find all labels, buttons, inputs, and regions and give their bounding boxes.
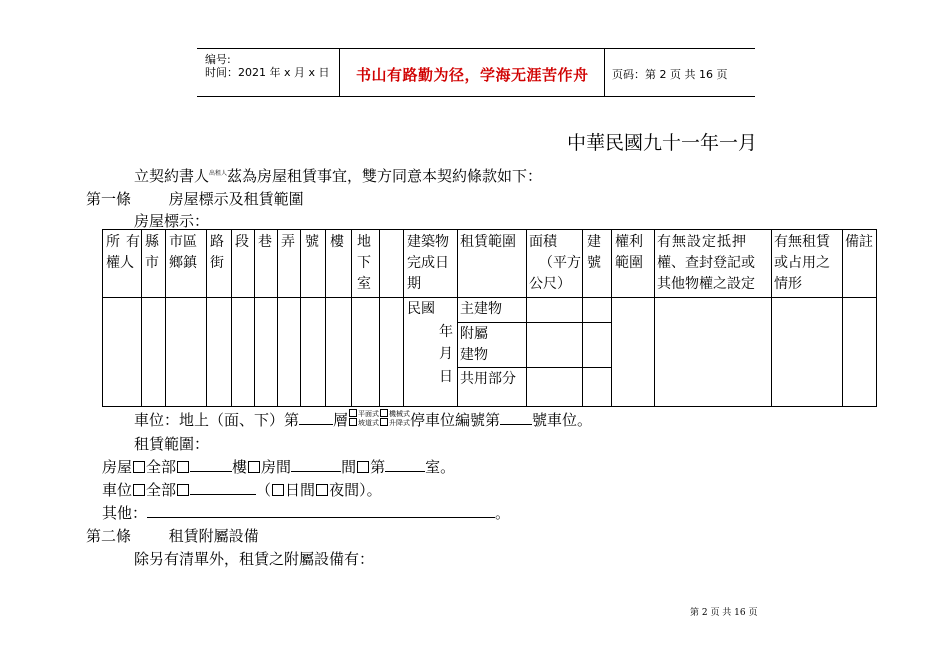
intro-small-note: 出租人 bbox=[209, 170, 228, 177]
th-county: 縣 市 bbox=[145, 234, 159, 271]
header-bottom-rule bbox=[197, 96, 755, 97]
header-motto: 书山有路勤为径，学海无涯苦作舟 bbox=[356, 66, 589, 84]
date-era: 民國 bbox=[407, 301, 435, 317]
date-day: 日 bbox=[439, 369, 453, 385]
th-mortgage: 有無設定抵押 權、查封登記或 其他物權之設定 bbox=[657, 234, 755, 292]
th-lease-scope: 租賃範圍 bbox=[460, 234, 516, 250]
car-day-checkbox[interactable] bbox=[272, 484, 284, 496]
th-occupancy: 有無租賃 或占用之 情形 bbox=[774, 234, 830, 292]
th-building-no: 建 號 bbox=[587, 234, 601, 271]
intro-line bbox=[134, 165, 542, 186]
th-floor: 樓 bbox=[330, 234, 344, 250]
scope-shared: 共用部分 bbox=[460, 371, 516, 387]
scope-main-building: 主建物 bbox=[460, 301, 502, 317]
equipment-line: 除另有清單外，租賃之附屬設備有： bbox=[134, 550, 375, 568]
house-unit-blank[interactable] bbox=[385, 457, 425, 472]
parking-line: 車位：地上（面、下）第 層 平面式 機械式 坡道式 升降式停車位編號第 號車位。 bbox=[134, 410, 593, 429]
car-scope-line: 車位 全部 （ 日間 夜間）。 bbox=[102, 481, 382, 499]
table-header-rule bbox=[103, 297, 876, 298]
page-label: 页码：第 2 页 共 16 页 bbox=[612, 68, 728, 81]
th-completion-date: 建築物 完成日 期 bbox=[407, 234, 449, 292]
car-partial-blank[interactable] bbox=[190, 480, 256, 495]
parking-type-options: 平面式 機械式 坡道式 升降式 bbox=[348, 409, 410, 427]
house-floor-blank[interactable] bbox=[190, 457, 232, 472]
date-month: 月 bbox=[439, 346, 453, 362]
article2-heading bbox=[86, 525, 259, 546]
scope-annex-1: 附屬 bbox=[460, 326, 488, 342]
parking-opt3-checkbox[interactable] bbox=[349, 418, 357, 426]
house-room-checkbox[interactable] bbox=[248, 461, 260, 473]
house-mark-label: 房屋標示： bbox=[134, 212, 210, 230]
other-line: 其他： 。 bbox=[102, 504, 511, 522]
car-partial-checkbox[interactable] bbox=[177, 484, 189, 496]
th-district: 市區 鄉鎮 bbox=[169, 234, 197, 271]
parking-floor-blank[interactable] bbox=[299, 410, 333, 425]
car-night-checkbox[interactable] bbox=[316, 484, 328, 496]
other-blank[interactable] bbox=[147, 503, 495, 518]
th-basement: 地 下 室 bbox=[357, 234, 371, 292]
lease-scope-label: 租賃範圍： bbox=[134, 435, 210, 453]
intro-rest: 茲為房屋租賃事宜，雙方同意本契約條款如下： bbox=[227, 167, 543, 185]
th-lane: 巷 bbox=[258, 234, 272, 250]
date-year: 年 bbox=[439, 324, 453, 340]
house-unit-checkbox[interactable] bbox=[357, 461, 369, 473]
th-number: 號 bbox=[305, 234, 319, 250]
th-rights-scope: 權利 範圍 bbox=[615, 234, 643, 271]
parking-opt1-checkbox[interactable] bbox=[349, 409, 357, 417]
header-divider-left bbox=[339, 48, 340, 96]
article2-label: 第二條 bbox=[86, 527, 132, 545]
page-footer: 第 2 页 共 16 页 bbox=[690, 608, 758, 618]
article1-heading bbox=[86, 188, 304, 209]
th-section: 段 bbox=[235, 234, 249, 250]
article1-title: 房屋標示及租賃範圍 bbox=[168, 190, 304, 208]
intro-lead: 立契約書人 bbox=[134, 167, 210, 185]
parking-opt4-checkbox[interactable] bbox=[380, 418, 388, 426]
th-owner: 所 有 權人 bbox=[106, 234, 140, 271]
property-table bbox=[102, 229, 877, 407]
header-divider-right bbox=[604, 48, 605, 96]
house-scope-line: 房屋 全部 樓 房間 間 第 室。 bbox=[102, 458, 456, 476]
house-room-blank[interactable] bbox=[291, 457, 341, 472]
th-alley: 弄 bbox=[281, 234, 295, 250]
house-all-checkbox[interactable] bbox=[133, 461, 145, 473]
house-floor-checkbox[interactable] bbox=[177, 461, 189, 473]
th-road: 路 街 bbox=[210, 234, 224, 271]
serial-label: 编号: bbox=[205, 53, 231, 66]
car-all-checkbox[interactable] bbox=[133, 484, 145, 496]
parking-opt2-checkbox[interactable] bbox=[380, 409, 388, 417]
parking-number-blank[interactable] bbox=[500, 410, 532, 425]
document-date: 中華民國九十一年一月 bbox=[567, 132, 758, 154]
th-remarks: 備註 bbox=[845, 234, 873, 250]
article2-title: 租賃附屬設備 bbox=[168, 527, 259, 545]
th-area: 面積 （平方 公尺） bbox=[529, 234, 581, 292]
header-top-rule bbox=[197, 48, 755, 49]
article1-label: 第一條 bbox=[86, 190, 132, 208]
scope-annex-2: 建物 bbox=[460, 347, 488, 363]
time-label: 时间：2021 年 x 月 x 日 bbox=[205, 66, 330, 79]
